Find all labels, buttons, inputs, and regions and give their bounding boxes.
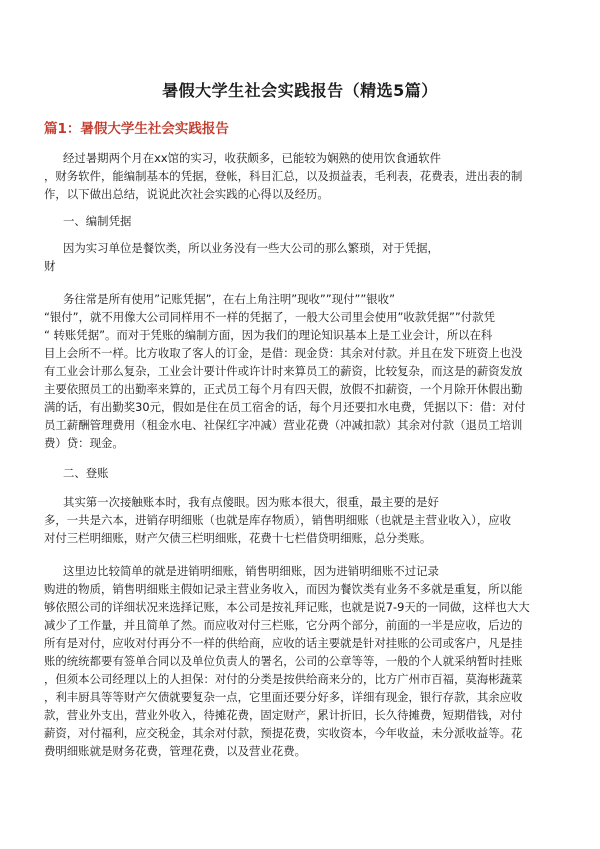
text-line: 款，营业外支出，营业外收入，待摊花费，固定财产，累计折旧，长久待摊费，短期借钱，对付: [44, 708, 523, 722]
text-line: 经过暑期两个月在xx馆的实习，收获颇多，已能较为娴熟的使用饮食通软件: [63, 151, 441, 165]
text-line: 够依照公司的详细状况来选择记账，本公司是按礼拜记账，也就是说7-9天的一同做，这样也大大: [44, 600, 530, 614]
text-line: 财: [44, 259, 56, 273]
text-line: 对付三栏明细账，财产欠债三栏明细账，花费十七栏借贷明细账，总分类账。: [44, 531, 432, 545]
text-line: 这里边比较简单的就是进销明细账，销售明细账，因为进销明细账不过记录: [63, 564, 439, 578]
text-line: 所有是对付，应收对付再分不一样的供给商，应收的话主要就是针对挂账的公司或客户，凡是挂: [44, 636, 523, 650]
text-line: 有工业会计那么复杂，工业会计要计件或许计时来算员工的薪资，比较复杂，而这是的薪资发放: [44, 364, 523, 378]
text-line: 减少了工作量，并且简单了然。而应收对付三栏账，它分两个部分，前面的一半是应收，后边的: [44, 618, 523, 632]
text-line: 账的统统都要有签单合同以及单位负责人的署名，公司的公章等等，一般的个人就采纳暂时挂账: [44, 654, 523, 668]
text-line: 满的话，有出勤奖30元，假如是住在员工宿舍的话，每个月还要扣水电费，凭据以下：借：对付: [44, 400, 526, 414]
text-line: 购进的物质，销售明细账主假如记录主营业务收入，而因为餐饮类有业务不多就是重复，所以能: [44, 582, 523, 596]
text-line: “ 转账凭据”。而对于凭账的编制方面，因为我们的理论知识基本上是工业会计，所以在科: [44, 328, 493, 342]
text-line: 作，以下做出总结，说说此次社会实践的心得以及经历。: [44, 187, 329, 201]
section-title: 篇1：暑假大学生社会实践报告: [44, 121, 229, 137]
text-line: “银付”，就不用像大公司同样用不一样的凭据了，一般大公司里会使用”收款凭据””付款凭: [44, 310, 495, 324]
heading-bookkeeping: 二、登账: [63, 466, 109, 480]
text-line: 务往常是所有使用”记账凭据”，在右上角注明”现收””现付””银收”: [63, 292, 395, 306]
text-line: ，利丰厨具等等财产欠债就要复杂一点，它里面还要分好多，详细有现金，银行存款，其余应收: [44, 690, 523, 704]
text-line: ，财务软件，能编制基本的凭据，登帐，科目汇总，以及损益表，毛利表，花费表，进出表的制: [44, 169, 523, 183]
text-line: 费）贷：现金。: [44, 436, 124, 450]
text-line: 其实第一次接触账本时，我有点傻眼。因为账本很大，很重，最主要的是好: [63, 495, 439, 509]
text-line: 主要依照员工的出勤率来算的，正式员工每个月有四天假，放假不扣薪资，一个月除开休假出勤: [44, 382, 523, 396]
text-line: 费明细账就是财务花费，管理花费，以及营业花费。: [44, 744, 306, 758]
text-line: 因为实习单位是餐饮类，所以业务没有一些大公司的那么繁琐，对于凭据，: [63, 241, 439, 255]
text-line: ，但须本公司经理以上的人担保：对付的分类是按供给商来分的，比方广州市百福，莫海彬蔬菜: [44, 672, 523, 686]
heading-editing-vouchers: 一、编制凭据: [63, 214, 132, 228]
text-line: 多，一共是六本，进销存明细账（也就是库存物质），销售明细账（也就是主营业收入），应收: [44, 513, 512, 527]
text-line: 目上会所不一样。比方收取了客人的订金，是借：现金贷：其余对付款。并且在发下班资上也没: [44, 346, 523, 360]
document-title: 暑假大学生社会实践报告（精选5篇）: [162, 81, 438, 100]
text-line: 薪资，对付福利，应交税金，其余对付款，预提花费，实收资本，今年收益，未分派收益等。花: [44, 726, 523, 740]
text-line: 员工薪酬管理费用（租金水电、社保红字冲减）营业花费（冲减扣款）其余对付款（退员工培训: [44, 418, 523, 432]
